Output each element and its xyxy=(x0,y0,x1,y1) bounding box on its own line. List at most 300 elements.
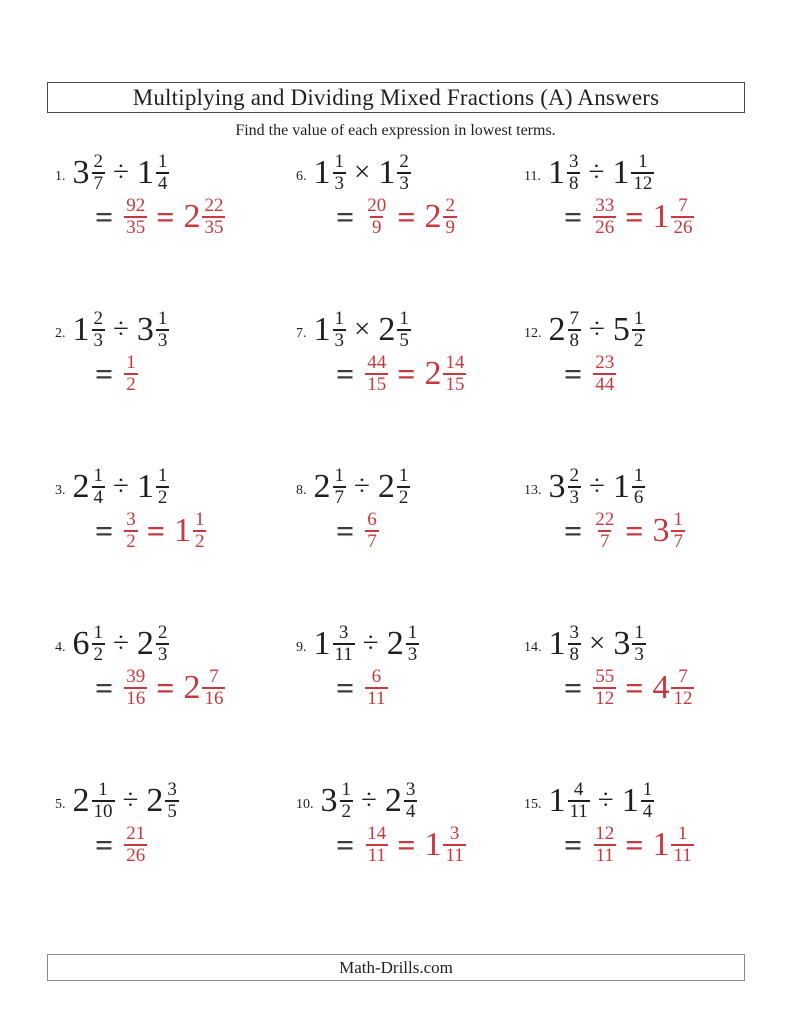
divide-operator: ÷ xyxy=(113,470,129,503)
fraction-denominator: 9 xyxy=(445,216,455,238)
fraction-denominator: 2 xyxy=(398,486,409,508)
fraction-numerator: 3 xyxy=(449,823,460,845)
fraction-numerator: 3 xyxy=(167,779,177,800)
answer-improper-fraction xyxy=(365,353,388,394)
second-operand xyxy=(378,309,411,350)
whole-number: 6 xyxy=(72,624,90,662)
whole-number: 2 xyxy=(146,781,164,819)
answer-line xyxy=(296,353,524,394)
equals-sign: = xyxy=(95,512,114,549)
whole-number: 1 xyxy=(313,153,331,191)
equals-sign: = xyxy=(336,826,355,863)
second-operand xyxy=(137,623,170,664)
expression-line xyxy=(296,780,524,821)
equals-sign: = xyxy=(95,669,114,706)
answer-mixed-number xyxy=(652,196,694,237)
second-operand xyxy=(622,780,655,821)
problem-number: 8. xyxy=(296,482,307,498)
whole-number: 1 xyxy=(548,624,566,662)
fraction-denominator: 11 xyxy=(569,800,588,822)
multiply-operator: × xyxy=(354,156,371,189)
fraction xyxy=(156,152,170,193)
fraction-numerator: 1 xyxy=(334,308,344,329)
whole-number: 1 xyxy=(313,624,331,662)
fraction xyxy=(443,353,466,394)
whole-number: 1 xyxy=(652,825,670,863)
fraction-denominator: 3 xyxy=(157,643,168,665)
fraction-denominator: 7 xyxy=(367,530,377,552)
whole-number: 1 xyxy=(652,197,670,235)
equals-sign: = xyxy=(564,512,583,549)
fraction-numerator: 2 xyxy=(569,465,579,486)
fraction-denominator: 2 xyxy=(341,800,351,822)
whole-number: 5 xyxy=(612,310,630,348)
equals-sign: = xyxy=(397,355,416,392)
problem-6 xyxy=(296,152,524,309)
multiply-operator: × xyxy=(589,627,606,660)
fraction-numerator: 7 xyxy=(569,308,579,329)
fraction-numerator: 7 xyxy=(209,666,219,688)
fraction-denominator: 2 xyxy=(126,530,136,552)
equals-sign: = xyxy=(564,355,583,392)
fraction xyxy=(632,309,646,350)
answer-mixed-number xyxy=(652,510,685,551)
divide-operator: ÷ xyxy=(362,627,379,660)
fraction-denominator: 35 xyxy=(204,216,224,238)
equals-sign: = xyxy=(336,669,355,706)
problem-number: 11. xyxy=(524,168,541,184)
fraction-numerator: 1 xyxy=(677,823,688,845)
fraction-numerator: 3 xyxy=(405,779,416,800)
fraction-numerator: 14 xyxy=(445,352,465,374)
first-operand xyxy=(314,309,347,350)
fraction-denominator: 11 xyxy=(445,844,464,866)
fraction-numerator: 20 xyxy=(367,195,387,217)
answer-improper-fraction xyxy=(365,667,387,708)
fraction xyxy=(671,196,694,237)
fraction-numerator: 23 xyxy=(595,352,615,374)
whole-number: 1 xyxy=(547,153,565,191)
fraction-numerator: 1 xyxy=(334,151,344,172)
answer-improper-fraction xyxy=(593,353,616,394)
answer-line xyxy=(296,667,524,708)
whole-number: 3 xyxy=(548,467,566,505)
equals-sign: = xyxy=(564,198,583,235)
answer-line xyxy=(524,667,747,708)
expression-line xyxy=(55,152,296,193)
first-operand xyxy=(549,623,582,664)
whole-number: 2 xyxy=(424,197,442,235)
equals-sign: = xyxy=(564,669,583,706)
whole-number: 3 xyxy=(320,781,338,819)
second-operand xyxy=(146,780,179,821)
first-operand xyxy=(321,780,354,821)
whole-number: 1 xyxy=(378,153,396,191)
problem-number: 2. xyxy=(55,325,66,341)
fraction-denominator: 3 xyxy=(334,329,344,351)
fraction xyxy=(568,780,590,821)
whole-number: 3 xyxy=(72,153,90,191)
fraction-numerator: 1 xyxy=(157,151,168,172)
fraction xyxy=(671,510,685,551)
whole-number: 2 xyxy=(183,668,201,706)
answer-mixed-number xyxy=(424,824,465,865)
expression-line xyxy=(296,309,524,350)
fraction-numerator: 22 xyxy=(595,509,615,531)
fraction xyxy=(156,623,170,664)
whole-number: 2 xyxy=(72,467,90,505)
answer-line xyxy=(296,510,524,551)
fraction-numerator: 1 xyxy=(93,622,103,643)
answer-line xyxy=(296,196,524,237)
equals-sign: = xyxy=(336,355,355,392)
second-operand xyxy=(137,466,170,507)
worksheet-title: Multiplying and Dividing Mixed Fractions (A) Answers xyxy=(132,84,660,110)
problem-8 xyxy=(296,466,524,623)
answer-mixed-number xyxy=(183,667,225,708)
whole-number: 1 xyxy=(72,310,90,348)
fraction-denominator: 8 xyxy=(568,172,579,194)
fraction-denominator: 3 xyxy=(569,486,579,508)
divide-operator: ÷ xyxy=(589,313,605,346)
equals-sign: = xyxy=(336,198,355,235)
first-operand xyxy=(73,780,115,821)
answer-improper-fraction xyxy=(124,510,138,551)
second-operand xyxy=(137,309,170,350)
fraction-denominator: 3 xyxy=(407,643,418,665)
whole-number: 2 xyxy=(424,354,442,392)
expression-line xyxy=(524,466,747,507)
problem-14 xyxy=(524,623,747,780)
problem-15 xyxy=(524,780,747,937)
first-operand xyxy=(314,466,347,507)
answer-line xyxy=(524,824,747,865)
fraction-numerator: 3 xyxy=(569,622,579,643)
answer-improper-fraction xyxy=(365,196,388,237)
worksheet-instructions: Find the value of each expression in lowest terms. xyxy=(235,122,556,139)
fraction xyxy=(568,466,582,507)
fraction-numerator: 1 xyxy=(98,779,108,800)
whole-number: 2 xyxy=(377,467,395,505)
expression-line xyxy=(55,623,296,664)
answer-improper-fraction xyxy=(593,667,616,708)
answer-mixed-number xyxy=(424,353,466,394)
whole-number: 2 xyxy=(313,467,331,505)
fraction xyxy=(443,824,465,865)
answer-improper-fraction xyxy=(124,667,147,708)
fraction-denominator: 2 xyxy=(157,486,168,508)
fraction xyxy=(568,623,582,664)
answer-improper-fraction xyxy=(365,824,388,865)
fraction-numerator: 1 xyxy=(126,352,136,374)
fraction-numerator: 3 xyxy=(568,151,579,172)
fraction-numerator: 55 xyxy=(595,666,615,688)
second-operand xyxy=(378,466,411,507)
footer-site-name: Math-Drills.com xyxy=(339,957,453,977)
fraction-denominator: 8 xyxy=(569,643,579,665)
answer-mixed-number xyxy=(424,196,457,237)
fraction-denominator: 3 xyxy=(93,329,103,351)
fraction-denominator: 11 xyxy=(673,844,692,866)
answer-improper-fraction xyxy=(124,196,147,237)
divide-operator: ÷ xyxy=(588,156,605,189)
fraction-denominator: 4 xyxy=(157,172,168,194)
fraction-denominator: 3 xyxy=(157,329,168,351)
fraction xyxy=(671,667,694,708)
fraction xyxy=(443,196,457,237)
fraction-denominator: 6 xyxy=(633,486,644,508)
answer-mixed-number xyxy=(183,196,225,237)
first-operand xyxy=(314,623,355,664)
problem-number: 7. xyxy=(296,325,307,341)
fraction-numerator: 1 xyxy=(157,465,168,486)
problem-11 xyxy=(524,152,747,309)
fraction-numerator: 33 xyxy=(595,195,615,217)
whole-number: 2 xyxy=(384,781,402,819)
equals-sign: = xyxy=(625,512,644,549)
fraction-denominator: 12 xyxy=(595,687,615,709)
fraction xyxy=(156,309,170,350)
whole-number: 2 xyxy=(548,310,566,348)
fraction xyxy=(397,309,411,350)
answer-line xyxy=(524,353,747,394)
expression-line xyxy=(524,623,747,664)
fraction-numerator: 2 xyxy=(93,308,103,329)
answer-line xyxy=(296,824,524,865)
equals-sign: = xyxy=(564,826,583,863)
fraction-denominator: 2 xyxy=(633,329,644,351)
answer-improper-fraction xyxy=(124,824,147,865)
fraction-numerator: 2 xyxy=(157,622,168,643)
fraction-denominator: 2 xyxy=(126,373,136,395)
problem-5 xyxy=(55,780,296,937)
whole-number: 3 xyxy=(136,310,154,348)
fraction-denominator: 7 xyxy=(93,172,103,194)
answer-improper-fraction xyxy=(593,510,616,551)
whole-number: 1 xyxy=(621,781,639,819)
fraction-denominator: 16 xyxy=(126,687,146,709)
answer-line xyxy=(524,510,747,551)
fraction-numerator: 21 xyxy=(126,823,146,845)
fraction-denominator: 26 xyxy=(595,216,615,238)
fraction xyxy=(333,623,355,664)
fraction xyxy=(567,152,581,193)
first-operand xyxy=(73,623,106,664)
second-operand xyxy=(387,623,420,664)
divide-operator: ÷ xyxy=(122,784,139,817)
fraction xyxy=(641,780,655,821)
fraction xyxy=(92,152,106,193)
whole-number: 2 xyxy=(386,624,404,662)
equals-sign: = xyxy=(397,826,416,863)
divide-operator: ÷ xyxy=(113,627,129,660)
answer-improper-fraction xyxy=(124,353,138,394)
fraction-numerator: 3 xyxy=(126,509,136,531)
divide-operator: ÷ xyxy=(597,784,614,817)
problem-4 xyxy=(55,623,296,780)
whole-number: 1 xyxy=(424,825,442,863)
fraction xyxy=(193,510,207,551)
problems-grid xyxy=(55,152,747,937)
problem-1 xyxy=(55,152,296,309)
fraction xyxy=(202,196,225,237)
fraction-numerator: 3 xyxy=(338,622,349,643)
whole-number: 2 xyxy=(183,197,201,235)
fraction-numerator: 6 xyxy=(367,509,377,531)
equals-sign: = xyxy=(625,198,644,235)
fraction-denominator: 44 xyxy=(595,373,615,395)
fraction xyxy=(671,824,693,865)
fraction-denominator: 7 xyxy=(673,530,683,552)
whole-number: 2 xyxy=(136,624,154,662)
answer-mixed-number xyxy=(652,824,693,865)
fraction-denominator: 26 xyxy=(126,844,146,866)
fraction-denominator: 2 xyxy=(93,643,103,665)
second-operand xyxy=(378,152,411,193)
problem-2 xyxy=(55,309,296,466)
answer-line xyxy=(55,667,296,708)
fraction-numerator: 1 xyxy=(194,509,205,531)
second-operand xyxy=(613,466,646,507)
fraction-denominator: 4 xyxy=(93,486,103,508)
problem-number: 12. xyxy=(524,325,542,341)
expression-line xyxy=(524,309,747,350)
whole-number: 1 xyxy=(136,153,154,191)
first-operand xyxy=(548,152,581,193)
footer-box xyxy=(47,954,745,981)
whole-number: 2 xyxy=(72,781,90,819)
fraction-denominator: 3 xyxy=(399,172,409,194)
second-operand xyxy=(612,152,654,193)
whole-number: 4 xyxy=(652,668,670,706)
fraction-denominator: 10 xyxy=(93,800,113,822)
equals-sign: = xyxy=(336,512,355,549)
problem-number: 10. xyxy=(296,796,314,812)
equals-sign: = xyxy=(95,355,114,392)
first-operand xyxy=(314,152,347,193)
fraction-denominator: 11 xyxy=(334,643,353,665)
problem-13 xyxy=(524,466,747,623)
fraction-denominator: 15 xyxy=(445,373,465,395)
problem-3 xyxy=(55,466,296,623)
fraction xyxy=(92,466,106,507)
fraction-numerator: 1 xyxy=(334,465,344,486)
fraction-denominator: 16 xyxy=(204,687,224,709)
fraction xyxy=(404,780,418,821)
first-operand xyxy=(549,309,582,350)
fraction-numerator: 39 xyxy=(126,666,146,688)
answer-line xyxy=(55,196,296,237)
worksheet-title-box xyxy=(47,82,745,113)
fraction xyxy=(340,780,354,821)
fraction-denominator: 7 xyxy=(334,486,344,508)
first-operand xyxy=(73,466,106,507)
fraction-numerator: 1 xyxy=(157,308,168,329)
fraction xyxy=(568,309,582,350)
fraction xyxy=(406,623,420,664)
fraction xyxy=(632,466,646,507)
expression-line xyxy=(55,780,296,821)
fraction-denominator: 8 xyxy=(569,329,579,351)
fraction-denominator: 5 xyxy=(167,800,177,822)
problem-12 xyxy=(524,309,747,466)
fraction-numerator: 2 xyxy=(93,151,103,172)
fraction-denominator: 15 xyxy=(367,373,387,395)
whole-number: 3 xyxy=(652,511,670,549)
fraction-denominator: 5 xyxy=(399,329,409,351)
fraction-numerator: 1 xyxy=(642,779,653,800)
fraction xyxy=(333,309,347,350)
problem-number: 14. xyxy=(524,639,542,655)
fraction-numerator: 1 xyxy=(93,465,103,486)
fraction xyxy=(92,309,106,350)
problem-number: 6. xyxy=(296,168,307,184)
fraction-numerator: 1 xyxy=(633,465,644,486)
fraction xyxy=(631,152,654,193)
expression-line xyxy=(296,152,524,193)
problem-7 xyxy=(296,309,524,466)
fraction-numerator: 1 xyxy=(341,779,351,800)
equals-sign: = xyxy=(95,826,114,863)
fraction xyxy=(92,780,115,821)
divide-operator: ÷ xyxy=(354,470,370,503)
fraction-denominator: 12 xyxy=(673,687,693,709)
first-operand xyxy=(549,780,590,821)
fraction-denominator: 11 xyxy=(367,687,386,709)
second-operand xyxy=(385,780,418,821)
answer-improper-fraction xyxy=(593,824,616,865)
problem-9 xyxy=(296,623,524,780)
expression-line xyxy=(296,466,524,507)
fraction-numerator: 1 xyxy=(638,151,648,172)
equals-sign: = xyxy=(156,198,175,235)
equals-sign: = xyxy=(625,826,644,863)
problem-number: 3. xyxy=(55,482,66,498)
fraction xyxy=(632,623,646,664)
fraction-numerator: 2 xyxy=(399,151,409,172)
fraction-numerator: 1 xyxy=(673,509,683,531)
divide-operator: ÷ xyxy=(113,313,129,346)
fraction-denominator: 3 xyxy=(634,643,644,665)
fraction-denominator: 4 xyxy=(405,800,416,822)
fraction-numerator: 92 xyxy=(126,195,146,217)
answer-mixed-number xyxy=(652,667,694,708)
fraction xyxy=(333,152,347,193)
equals-sign: = xyxy=(95,198,114,235)
whole-number: 1 xyxy=(136,467,154,505)
problem-10 xyxy=(296,780,524,937)
fraction-numerator: 1 xyxy=(399,308,409,329)
fraction-denominator: 35 xyxy=(126,216,146,238)
fraction-numerator: 14 xyxy=(367,823,387,845)
equals-sign: = xyxy=(156,669,175,706)
fraction-denominator: 12 xyxy=(633,172,653,194)
fraction-numerator: 6 xyxy=(371,666,382,688)
whole-number: 1 xyxy=(612,467,630,505)
answer-line xyxy=(524,196,747,237)
fraction xyxy=(397,152,411,193)
fraction-denominator: 9 xyxy=(371,216,382,238)
whole-number: 1 xyxy=(313,310,331,348)
equals-sign: = xyxy=(397,198,416,235)
answer-line xyxy=(55,824,296,865)
second-operand xyxy=(137,152,170,193)
fraction-numerator: 7 xyxy=(678,195,688,217)
fraction-denominator: 4 xyxy=(642,800,653,822)
divide-operator: ÷ xyxy=(113,156,129,189)
answer-line xyxy=(55,353,296,394)
problem-number: 1. xyxy=(55,168,66,184)
